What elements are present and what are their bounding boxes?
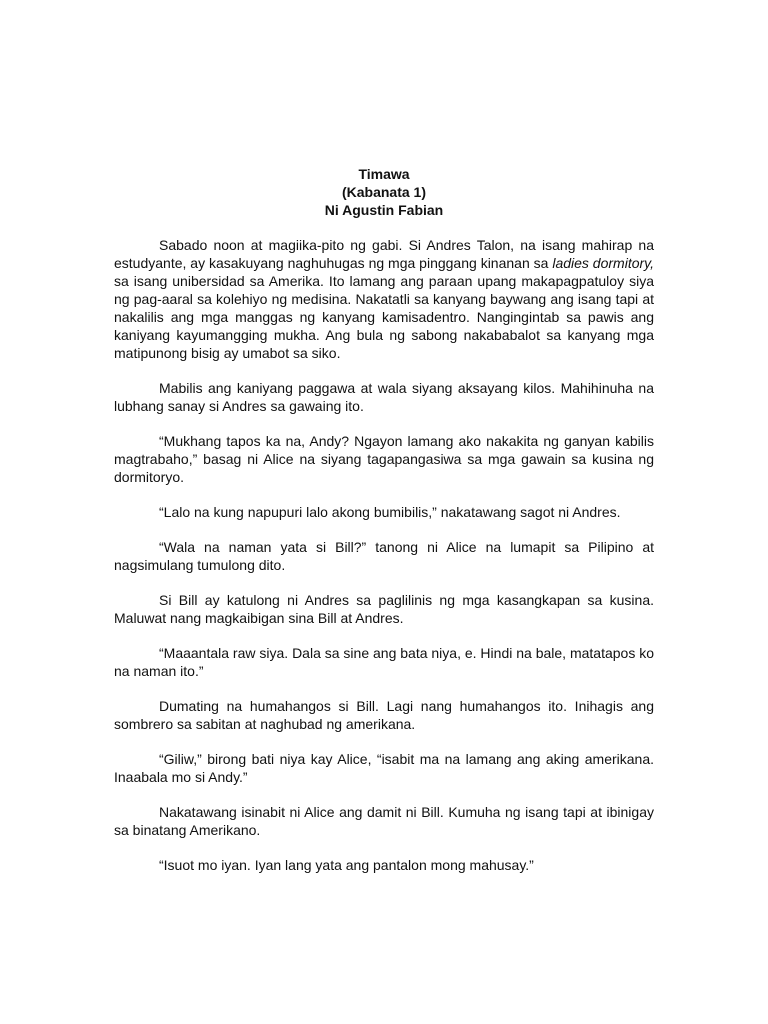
paragraph-5: “Wala na naman yata si Bill?” tanong ni Alice na lumapit sa Pilipino at nagsimulang tumulong dito. bbox=[114, 539, 654, 573]
document-title: Timawa bbox=[358, 166, 410, 182]
chapter-label: (Kabanata 1) bbox=[341, 184, 427, 200]
paragraph-2: Mabilis ang kaniyang paggawa at wala siyang aksayang kilos. Mahihinuha na lubhang sanay si Andres sa gawaing ito. bbox=[114, 380, 654, 414]
paragraph-1-italic: ladies dormitory, bbox=[552, 255, 655, 271]
story-body bbox=[114, 236, 654, 874]
paragraph-9: “Giliw,” birong bati niya kay Alice, “isabit ma na lamang ang aking amerikana. Inaabala mo si Andy.” bbox=[114, 751, 654, 785]
paragraph-7: “Maaantala raw siya. Dala sa sine ang bata niya, e. Hindi na bale, matatapos ko na naman ito.” bbox=[114, 645, 654, 679]
title-block bbox=[0, 165, 768, 219]
paragraph-3: “Mukhang tapos ka na, Andy? Ngayon lamang ako nakakita ng ganyan kabilis magtrabaho,” basag ni Alice na siyang tagapangasiwa sa mga gawain sa kusina ng dormitoryo. bbox=[114, 433, 654, 485]
paragraph-8: Dumating na humahangos si Bill. Lagi nang humahangos ito. Inihagis ang sombrero sa sabitan at naghubad ng amerikana. bbox=[114, 698, 654, 732]
paragraph-1-text: Sabado noon at magiika-pito ng gabi. Si Andres Talon, na isang mahirap na estudyante, ay kasakuyang naghuhugas ng mga pinggang kinanan sa bbox=[114, 237, 654, 271]
paragraph-11: “Isuot mo iyan. Iyan lang yata ang pantalon mong mahusay.” bbox=[159, 857, 534, 873]
paragraph-10: Nakatawang isinabit ni Alice ang damit ni Bill. Kumuha ng isang tapi at ibinigay sa binatang Amerikano. bbox=[114, 804, 654, 838]
paragraph-1 bbox=[114, 236, 654, 362]
paragraph-1-text-cont: sa isang unibersidad sa Amerika. Ito lamang ang paraan upang makapagpatuloy siya ng pag-aaral sa kolehiyo ng medisina. Nakatatli sa kanyang baywang ang isang tapi at nakalilis ang mga manggas ng kanyang kamisadentro. Nangingintab sa pawis ang kaniyang kayumangging mukha. Ang bula ng sabong nakababalot sa kanyang mga matipunong bisig ay umabot sa siko. bbox=[114, 273, 654, 361]
author-line: Ni Agustin Fabian bbox=[324, 202, 444, 218]
paragraph-4: “Lalo na kung napupuri lalo akong bumibilis,” nakatawang sagot ni Andres. bbox=[159, 504, 621, 520]
paragraph-6: Si Bill ay katulong ni Andres sa paglilinis ng mga kasangkapan sa kusina. Maluwat nang magkaibigan sina Bill at Andres. bbox=[114, 592, 654, 626]
